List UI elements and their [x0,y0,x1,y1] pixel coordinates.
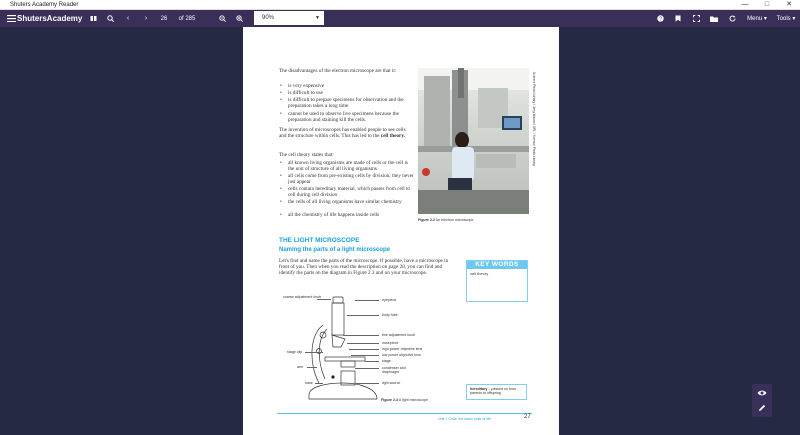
refresh-icon[interactable] [727,10,737,27]
diagram-label: low power objective lens [382,353,421,357]
previous-page-icon[interactable]: ‹ [126,15,130,22]
diagram-label: base [305,381,313,385]
list-item: • is difficult to prepare specimens for observation and the preparation takes a long time [280,97,404,109]
diagram-label: condenser and diaphragm [382,366,406,375]
page-total: of 285 [178,15,196,22]
photo-credit: Science Photo Library / Jerry Mason / SPL / Science Photo Library [532,72,536,166]
diagram-label: arm [297,365,304,369]
key-words-box [466,260,528,302]
eye-icon [757,389,767,397]
paragraph: The cell theory states that: [279,152,334,158]
pencil-icon [758,404,766,412]
folder-icon[interactable] [709,10,719,27]
maximize-button[interactable]: □ [764,1,770,8]
brand-logo: ShutersAcademy [17,14,83,23]
fullscreen-icon[interactable] [691,10,701,27]
paragraph: The disadvantages of the electron microscope are that it: [279,68,397,74]
window-title: Shuters Academy Reader [10,1,79,8]
tools-dropdown[interactable]: Tools ▾ [776,16,796,22]
window-titlebar [0,0,800,10]
annotate-button[interactable] [752,399,772,417]
zoom-value: 90% [262,15,275,21]
help-icon[interactable] [655,10,665,27]
list-item: • the cells of all living organisms have similar chemistry [280,199,402,205]
diagram-label: high power objective lens [382,347,423,351]
diagram-label: stage clip [287,350,303,354]
reader-toolbar [0,10,800,27]
search-icon[interactable] [105,10,115,27]
glossary-note: hereditary – passed on from parents to offspring [466,384,527,400]
list-item: • is difficult to use [280,90,323,96]
footer-page-number: 27 [524,414,531,420]
list-item: • is very expensive [280,83,325,89]
paragraph: Let's find and name the parts of the microscope. If possible, have a microscope in front of you. Then when you read the description on page 28, you can find and identify the parts on the diagram in Figure 2.3 and on your microscope. [279,258,449,277]
bookmark-icon[interactable] [673,10,683,27]
figure-caption: Figure 2.2 An electron microscope [418,218,474,222]
diagram-label: stage [382,359,391,363]
footer-divider [277,413,532,414]
diagram-label: coarse adjustment knob [283,295,322,299]
book-page [243,27,559,435]
minimize-button[interactable]: — [741,1,749,8]
light-microscope-diagram [303,295,383,407]
hamburger-menu-icon[interactable] [6,10,16,27]
svg-text:?: ? [658,16,662,22]
menu-dropdown[interactable]: Menu ▾ [747,16,767,22]
chevron-down-icon: ▼ [315,15,320,21]
list-item: • all the chemistry of life happens inside cells [280,212,380,218]
key-word-term: cell theory [470,271,489,276]
list-item: • all known living organisms are made of cells or the cell is the unit of structure of all living organisms [280,160,408,172]
electron-microscope-photo [418,68,529,214]
page-number-input[interactable]: 26 [157,10,171,27]
list-item: • all cells come from pre-existing cells by division; they never just appear [280,173,414,185]
list-item: • cells contain hereditary material, which passes from cell to cell during cell division [280,186,411,198]
key-words-title: KEY WORDS [467,261,527,269]
section-heading: THE LIGHT MICROSCOPE [279,237,360,244]
diagram-label: light source [382,381,401,385]
zoom-in-icon[interactable] [234,10,244,27]
next-page-icon[interactable]: › [144,15,148,22]
footer-unit-title: Unit 1 Cells: the basic units of life [438,417,491,421]
diagram-label: fine adjustment knob [382,333,416,337]
close-window-button[interactable]: ✕ [786,1,792,8]
zoom-out-icon[interactable] [217,10,227,27]
diagram-label: body tube [382,313,398,317]
list-item: • cannot be used to observe live specimens because the preparation and staining kill the cells. [280,111,399,123]
diagram-label: eyepiece [382,298,397,302]
paragraph: The invention of microscopes has enabled people to see cells and the structure within cells. This has led to the cell theory. [279,127,406,140]
figure-caption: Figure 2.3 A light microscope [381,398,428,402]
zoom-select[interactable] [254,11,324,25]
section-subheading: Naming the parts of a light microscope [279,247,391,253]
library-icon[interactable] [88,10,98,27]
diagram-label: nosepiece [382,341,399,345]
